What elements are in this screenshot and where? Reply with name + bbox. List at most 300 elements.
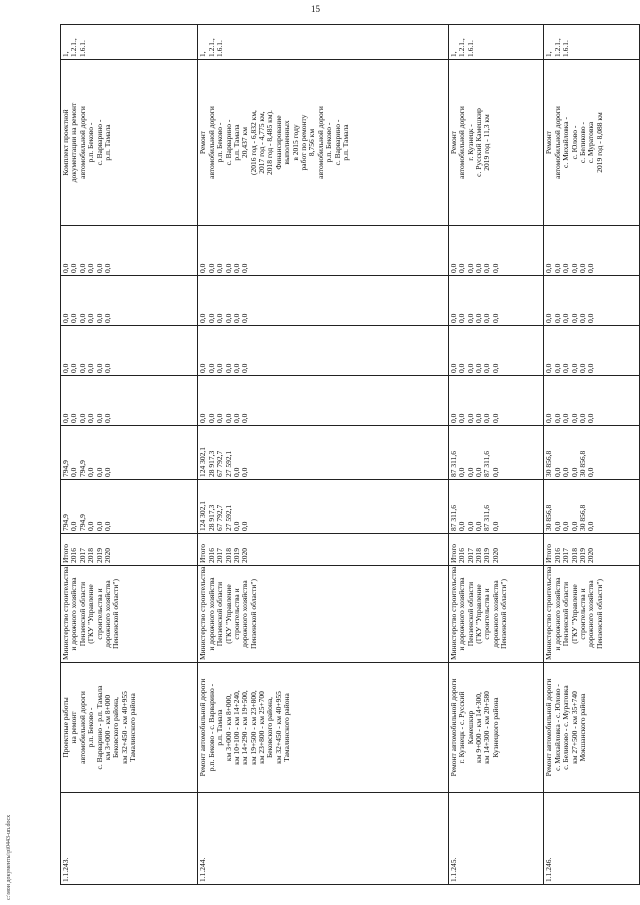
- col-regional: [544, 426, 640, 480]
- col-col4-line: 0,0: [69, 363, 79, 373]
- col-total-line: 0,0: [569, 521, 579, 531]
- target-indicators-line: 1.2.1.,: [552, 38, 562, 57]
- executor-line: Пензенской области: [561, 581, 571, 647]
- executor-line: дорожного хозяйства: [586, 580, 596, 648]
- measure-name: [544, 663, 640, 793]
- col-col4-line: 0,0: [473, 363, 483, 373]
- col-col5: [61, 276, 198, 326]
- executor-line: (ГКУ "Управление: [569, 584, 579, 644]
- expected-result-line: документации на ремонт: [69, 102, 79, 183]
- col-col3-line: 0,0: [86, 413, 96, 423]
- col-col5-line: 0,0: [457, 313, 467, 323]
- col-col4-line: 0,0: [552, 363, 562, 373]
- expected-result-line: 2018 год - 8,485 км).: [265, 110, 275, 175]
- col-years-line: 2019: [94, 548, 104, 563]
- measure-name-line: Бековского района,: [111, 696, 121, 759]
- col-col3-line: 0,0: [223, 413, 233, 423]
- col-total-line: 0,0: [586, 521, 596, 531]
- expected-result-line: автомобильной дороги: [457, 106, 467, 179]
- col-col6-line: 0,0: [544, 263, 554, 273]
- col-regional-line: 124 302,1: [198, 447, 208, 477]
- col-col5-line: 0,0: [102, 313, 112, 323]
- expected-result-line: Комплект проектной: [61, 109, 70, 176]
- col-col5: [198, 276, 448, 326]
- col-col6-line: 0,0: [482, 263, 492, 273]
- executor-line: строительства и: [577, 588, 587, 640]
- executor-line: и дорожного хозяйства: [69, 577, 79, 651]
- col-col5-line: 0,0: [61, 313, 70, 323]
- measure-name-line: Проектные работы: [61, 697, 70, 758]
- executor: [544, 566, 640, 663]
- col-col6-line: 0,0: [490, 263, 500, 273]
- col-col5-line: 0,0: [198, 313, 208, 323]
- measure-name-line: Тамалинского района: [128, 693, 138, 762]
- col-col5: [448, 276, 544, 326]
- expected-result-line: с. Беликово -: [577, 121, 587, 164]
- col-col4-line: 0,0: [569, 363, 579, 373]
- col-col5-line: 0,0: [544, 313, 554, 323]
- expected-result-line: 2017 год - 4,775 км,: [257, 111, 267, 174]
- col-total-line: 0,0: [102, 521, 112, 531]
- measure-name-line: км 32+450 - км 40+955: [119, 691, 129, 764]
- col-total-line: 794,9: [77, 514, 87, 531]
- col-regional-line: 0,0: [94, 467, 104, 477]
- executor-line: Министерство строительства: [61, 566, 70, 660]
- col-col5-line: 0,0: [448, 313, 458, 323]
- col-col3-line: 0,0: [198, 413, 208, 423]
- col-col3-line: 0,0: [490, 413, 500, 423]
- col-total-line: 67 792,7: [215, 504, 225, 531]
- col-col6: [61, 226, 198, 276]
- target-indicators-line: 1,: [198, 51, 208, 57]
- col-col6-line: 0,0: [240, 263, 250, 273]
- col-regional-line: 794,9: [77, 460, 87, 477]
- col-col5-line: 0,0: [552, 313, 562, 323]
- col-regional-line: 0,0: [473, 467, 483, 477]
- col-years-line: 2017: [215, 548, 225, 563]
- col-total-line: 87 311,6: [482, 505, 492, 531]
- col-regional-line: 67 792,7: [215, 450, 225, 477]
- col-regional-line: 87 311,6: [448, 451, 458, 477]
- expected-result-line: с. Варварино -: [94, 119, 104, 166]
- col-col4-line: 0,0: [61, 363, 70, 373]
- measure-name-line: км 3+000 - км 8+000: [102, 694, 112, 761]
- col-col5-line: 0,0: [482, 313, 492, 323]
- expected-result-line: Ремонт: [448, 130, 458, 155]
- col-col3-line: 0,0: [473, 413, 483, 423]
- col-col3-line: 0,0: [561, 413, 571, 423]
- expected-result-line: с. Юлово -: [569, 125, 579, 160]
- col-col3-line: 0,0: [482, 413, 492, 423]
- expected-result-line: с. Варварино -: [332, 119, 342, 166]
- page-number: 15: [311, 4, 320, 14]
- expected-result-line: автомобильной дороги: [315, 106, 325, 179]
- col-regional-line: 0,0: [457, 467, 467, 477]
- col-total: [544, 480, 640, 534]
- col-years-line: 2019: [231, 548, 241, 563]
- col-col4-line: 0,0: [94, 363, 104, 373]
- executor-line: строительства и: [94, 588, 104, 640]
- col-total: [61, 480, 198, 534]
- col-col4-line: 0,0: [448, 363, 458, 373]
- col-total-line: 27 592,1: [223, 504, 233, 531]
- target-indicators-line: 1.6.1.: [465, 40, 475, 57]
- col-col6-line: 0,0: [215, 263, 225, 273]
- expected-result-line: р.п. Беково -: [324, 122, 334, 163]
- expected-result-line: р.п. Беково -: [215, 122, 225, 163]
- col-regional-line: 0,0: [552, 467, 562, 477]
- measure-name-line: Мокшанского района: [577, 693, 587, 762]
- executor-line: Пензенской области"): [111, 579, 121, 649]
- expected-result-line: г. Кузнецк -: [465, 124, 475, 161]
- executor-line: дорожного хозяйства: [102, 580, 112, 648]
- row-number: 1.1.244.: [198, 793, 448, 885]
- col-col4: [448, 326, 544, 376]
- measure-name-line: р.п. Тамала: [215, 709, 225, 746]
- col-col6: [448, 226, 544, 276]
- col-col5-line: 0,0: [490, 313, 500, 323]
- col-col4-line: 0,0: [482, 363, 492, 373]
- executor-line: и дорожного хозяйства: [552, 577, 562, 651]
- expected-result: [61, 60, 198, 226]
- expected-result-line: автомобильной дороги: [206, 106, 216, 179]
- col-total: [448, 480, 544, 534]
- measure-name: [61, 663, 198, 793]
- col-regional: [61, 426, 198, 480]
- col-regional-line: 0,0: [569, 467, 579, 477]
- col-years-line: Итого: [448, 544, 458, 563]
- measure-name-line: Бековского района,: [265, 696, 275, 759]
- col-col3-line: 0,0: [457, 413, 467, 423]
- col-col6-line: 0,0: [94, 263, 104, 273]
- executor-line: Пензенской области: [77, 581, 87, 647]
- measure-name-line: р.п. Беково -: [86, 707, 96, 748]
- col-col4: [544, 326, 640, 376]
- measure-name-line: Ремонт автомобильной дороги: [544, 678, 554, 777]
- col-col5-line: 0,0: [86, 313, 96, 323]
- target-indicators-line: 1,: [61, 51, 70, 57]
- col-total-line: 0,0: [561, 521, 571, 531]
- col-total-line: 0,0: [69, 521, 79, 531]
- col-years-line: 2018: [473, 548, 483, 563]
- col-col4-line: 0,0: [561, 363, 571, 373]
- target-indicators-line: 1.6.1.: [561, 40, 571, 57]
- table-row: [61, 25, 198, 885]
- measure-name-line: км 14+300 - км 20+580: [482, 691, 492, 764]
- executor-line: строительства и: [231, 588, 241, 640]
- col-col3-line: 0,0: [465, 413, 475, 423]
- executor-line: и дорожного хозяйства: [206, 577, 216, 651]
- executor-line: Пензенской области"): [499, 579, 509, 649]
- col-col5-line: 0,0: [586, 313, 596, 323]
- executor: [61, 566, 198, 663]
- col-total-line: 0,0: [552, 521, 562, 531]
- col-col3-line: 0,0: [544, 413, 554, 423]
- table-row: [198, 25, 448, 885]
- col-years-line: 2020: [490, 548, 500, 563]
- col-regional-line: 0,0: [490, 467, 500, 477]
- col-regional-line: 0,0: [69, 467, 79, 477]
- expected-result: [198, 60, 448, 226]
- col-col3-line: 0,0: [448, 413, 458, 423]
- measure-name-line: с. Варварино - р.п. Тамала: [94, 685, 104, 770]
- col-col3-line: 0,0: [77, 413, 87, 423]
- executor-line: Министерство строительства: [448, 566, 458, 660]
- executor-line: дорожного хозяйства: [490, 580, 500, 648]
- measure-name-line: км 10+100 - км 14+240,: [231, 690, 241, 765]
- executor-line: Министерство строительства: [544, 566, 554, 660]
- expected-result-line: автомобильной дороги: [77, 106, 87, 179]
- expected-result: [544, 60, 640, 226]
- col-regional-line: 27 592,1: [223, 450, 233, 477]
- col-years-line: 2020: [586, 548, 596, 563]
- measure-name-line: км 9+000 - км 14+300,: [473, 692, 483, 763]
- col-years-line: 2020: [102, 548, 112, 563]
- executor-line: (ГКУ "Управление: [86, 584, 96, 644]
- col-col4-line: 0,0: [231, 363, 241, 373]
- target-indicators-line: 1,: [544, 51, 554, 57]
- col-col4-line: 0,0: [490, 363, 500, 373]
- col-col3: [544, 376, 640, 426]
- executor: [198, 566, 448, 663]
- expected-result-line: (2016 год - 6,832 км,: [248, 110, 258, 175]
- col-years: [448, 534, 544, 566]
- col-regional-line: 87 311,6: [482, 451, 492, 477]
- col-col5-line: 0,0: [240, 313, 250, 323]
- col-col6-line: 0,0: [586, 263, 596, 273]
- col-years-line: 2016: [206, 548, 216, 563]
- measure-name-line: р.п. Беково - с. Варварино -: [206, 683, 216, 772]
- measure-name-line: км 23+800 - км 25+700: [257, 691, 267, 764]
- expected-result-line: работ по ремонту: [299, 114, 309, 171]
- col-regional-line: 30 856,8: [544, 450, 554, 477]
- expected-result-line: с. Михайловка -: [561, 116, 571, 169]
- executor-line: Пензенской области: [465, 581, 475, 647]
- target-indicators-line: 1.6.1.: [77, 40, 87, 57]
- col-col6-line: 0,0: [69, 263, 79, 273]
- col-total-line: 0,0: [490, 521, 500, 531]
- executor: [448, 566, 544, 663]
- col-col6-line: 0,0: [61, 263, 70, 273]
- row-number: 1.1.243.: [61, 793, 198, 885]
- target-indicators: [448, 25, 544, 60]
- col-years-line: 2020: [240, 548, 250, 563]
- col-col3-line: 0,0: [102, 413, 112, 423]
- col-col6-line: 0,0: [569, 263, 579, 273]
- col-years-line: 2018: [86, 548, 96, 563]
- col-total-line: 28 917,3: [206, 504, 216, 531]
- col-col6-line: 0,0: [465, 263, 475, 273]
- col-col3-line: 0,0: [552, 413, 562, 423]
- executor-line: Пензенской области"): [248, 579, 258, 649]
- row-number: 1.1.246.: [544, 793, 640, 885]
- col-years-line: 2016: [552, 548, 562, 563]
- col-col5-line: 0,0: [465, 313, 475, 323]
- table-row: [544, 25, 640, 885]
- executor-line: строительства и: [482, 588, 492, 640]
- target-indicators: [198, 25, 448, 60]
- col-years-line: 2017: [77, 548, 87, 563]
- col-col6-line: 0,0: [198, 263, 208, 273]
- col-total-line: 30 856,8: [577, 504, 587, 531]
- expected-result-line: автомобильной дороги: [552, 106, 562, 179]
- col-col3-line: 0,0: [69, 413, 79, 423]
- col-regional-line: 0,0: [586, 467, 596, 477]
- executor-line: (ГКУ "Управление: [223, 584, 233, 644]
- col-col6-line: 0,0: [231, 263, 241, 273]
- col-years-line: 2016: [457, 548, 467, 563]
- col-total-line: 30 856,8: [544, 504, 554, 531]
- col-col5-line: 0,0: [215, 313, 225, 323]
- expected-result-line: с. Варварино -: [223, 119, 233, 166]
- col-col5-line: 0,0: [94, 313, 104, 323]
- col-regional: [198, 426, 448, 480]
- row-number: 1.1.245.: [448, 793, 544, 885]
- target-indicators-line: 1.2.1.,: [206, 38, 216, 57]
- table-row: [448, 25, 544, 885]
- target-indicators-line: 1.2.1.,: [457, 38, 467, 57]
- col-col3-line: 0,0: [206, 413, 216, 423]
- measure-name-line: км 3+000 - км 8+000,: [223, 693, 233, 762]
- col-regional-line: 0,0: [465, 467, 475, 477]
- measure-name-line: км 32+450 - км 40+955: [273, 691, 283, 764]
- col-col4-line: 0,0: [215, 363, 225, 373]
- col-years-line: 2017: [465, 548, 475, 563]
- col-years-line: Итого: [198, 544, 208, 563]
- measure-name-line: Тамалинского района: [282, 693, 292, 762]
- col-col4-line: 0,0: [544, 363, 554, 373]
- col-col4-line: 0,0: [86, 363, 96, 373]
- col-col4-line: 0,0: [586, 363, 596, 373]
- col-col6: [198, 226, 448, 276]
- measure-name-line: на ремонт: [69, 711, 79, 744]
- col-col5-line: 0,0: [223, 313, 233, 323]
- col-regional-line: 30 856,8: [577, 450, 587, 477]
- measure-name-line: Кузнецкого района: [490, 697, 500, 758]
- col-col6: [544, 226, 640, 276]
- col-col6-line: 0,0: [102, 263, 112, 273]
- col-col6-line: 0,0: [473, 263, 483, 273]
- col-col4-line: 0,0: [457, 363, 467, 373]
- col-years-line: Итого: [61, 544, 70, 563]
- col-col6-line: 0,0: [457, 263, 467, 273]
- col-col6-line: 0,0: [223, 263, 233, 273]
- col-col5-line: 0,0: [77, 313, 87, 323]
- executor-line: (ГКУ "Управление: [473, 584, 483, 644]
- col-total-line: 0,0: [473, 521, 483, 531]
- expected-result-line: выполненных: [282, 120, 292, 165]
- expected-result-line: р.п. Беково -: [86, 122, 96, 163]
- col-total-line: 87 311,6: [448, 505, 458, 531]
- col-col6-line: 0,0: [561, 263, 571, 273]
- target-indicators: [544, 25, 640, 60]
- executor-line: и дорожного хозяйства: [457, 577, 467, 651]
- col-col6-line: 0,0: [86, 263, 96, 273]
- col-col4-line: 0,0: [223, 363, 233, 373]
- expected-result-line: р.п. Тамала: [102, 124, 112, 161]
- executor-line: Министерство строительства: [198, 566, 208, 660]
- target-indicators-line: 1,: [448, 51, 458, 57]
- measure-name-line: Ремонт автомобильной дороги: [448, 678, 458, 777]
- col-years-line: 2018: [223, 548, 233, 563]
- executor-line: Пензенской области: [215, 581, 225, 647]
- col-col5-line: 0,0: [577, 313, 587, 323]
- expected-result-line: 2019 год - 11,3 км: [482, 114, 492, 171]
- col-col6-line: 0,0: [552, 263, 562, 273]
- expected-result-line: 8,756 км: [307, 128, 317, 157]
- col-col3: [198, 376, 448, 426]
- col-years-line: Итого: [544, 544, 554, 563]
- col-col4-line: 0,0: [206, 363, 216, 373]
- expected-result-line: с. Муратовка: [586, 121, 596, 164]
- col-total: [198, 480, 448, 534]
- measure-name: [448, 663, 544, 793]
- measure-name-line: км 14+290 - км 19+500,: [240, 690, 250, 765]
- expected-result-line: Ремонт: [544, 130, 554, 155]
- col-total-line: 0,0: [94, 521, 104, 531]
- col-col6-line: 0,0: [448, 263, 458, 273]
- col-col5-line: 0,0: [206, 313, 216, 323]
- col-total-line: 124 302,1: [198, 501, 208, 531]
- expected-result-line: Финансирование: [273, 115, 283, 170]
- col-col3-line: 0,0: [231, 413, 241, 423]
- executor-line: дорожного хозяйства: [240, 580, 250, 648]
- col-years-line: 2017: [561, 548, 571, 563]
- expected-result-line: 20,437 км: [240, 127, 250, 158]
- measure-name-line: Камешкир: [465, 710, 475, 745]
- col-total-line: 0,0: [86, 521, 96, 531]
- col-years-line: 2019: [482, 548, 492, 563]
- col-col4-line: 0,0: [77, 363, 87, 373]
- col-col3-line: 0,0: [215, 413, 225, 423]
- measure-name-line: с. Беликово - с. Муратовка: [561, 685, 571, 770]
- col-col5-line: 0,0: [473, 313, 483, 323]
- col-regional-line: 0,0: [231, 467, 241, 477]
- col-total-line: 0,0: [240, 521, 250, 531]
- footer-file-path: c:\мои документы\pi0443-un.docx: [6, 814, 12, 900]
- col-col4: [198, 326, 448, 376]
- col-col4-line: 0,0: [577, 363, 587, 373]
- col-years-line: 2016: [69, 548, 79, 563]
- expected-result-line: в 2015 году: [290, 124, 300, 161]
- expected-result-line: с. Русский Камешкир: [473, 108, 483, 177]
- program-measures-table: [60, 24, 640, 885]
- col-col3-line: 0,0: [61, 413, 70, 423]
- col-total-line: 794,9: [61, 514, 70, 531]
- measure-name-line: автомобильной дороги: [77, 691, 87, 764]
- measure-name-line: км 19+500 - км 23+800,: [248, 690, 258, 765]
- col-total-line: 0,0: [231, 521, 241, 531]
- col-col3-line: 0,0: [94, 413, 104, 423]
- col-regional-line: 0,0: [86, 467, 96, 477]
- col-col3: [448, 376, 544, 426]
- col-years-line: 2019: [577, 548, 587, 563]
- col-col5-line: 0,0: [69, 313, 79, 323]
- target-indicators-line: 1.6.1.: [215, 40, 225, 57]
- expected-result: [448, 60, 544, 226]
- col-col6-line: 0,0: [77, 263, 87, 273]
- col-col5-line: 0,0: [561, 313, 571, 323]
- col-years: [198, 534, 448, 566]
- measure-name: [198, 663, 448, 793]
- expected-result-line: р.п. Тамала: [231, 124, 241, 161]
- measure-name-line: г. Кузнецк - с. Русский: [457, 691, 467, 764]
- col-regional: [448, 426, 544, 480]
- col-col3: [61, 376, 198, 426]
- expected-result-line: Ремонт: [198, 130, 208, 155]
- expected-result-line: 2019 год - 8,088 км: [594, 112, 604, 173]
- measure-name-line: Ремонт автомобильной дороги: [198, 678, 208, 777]
